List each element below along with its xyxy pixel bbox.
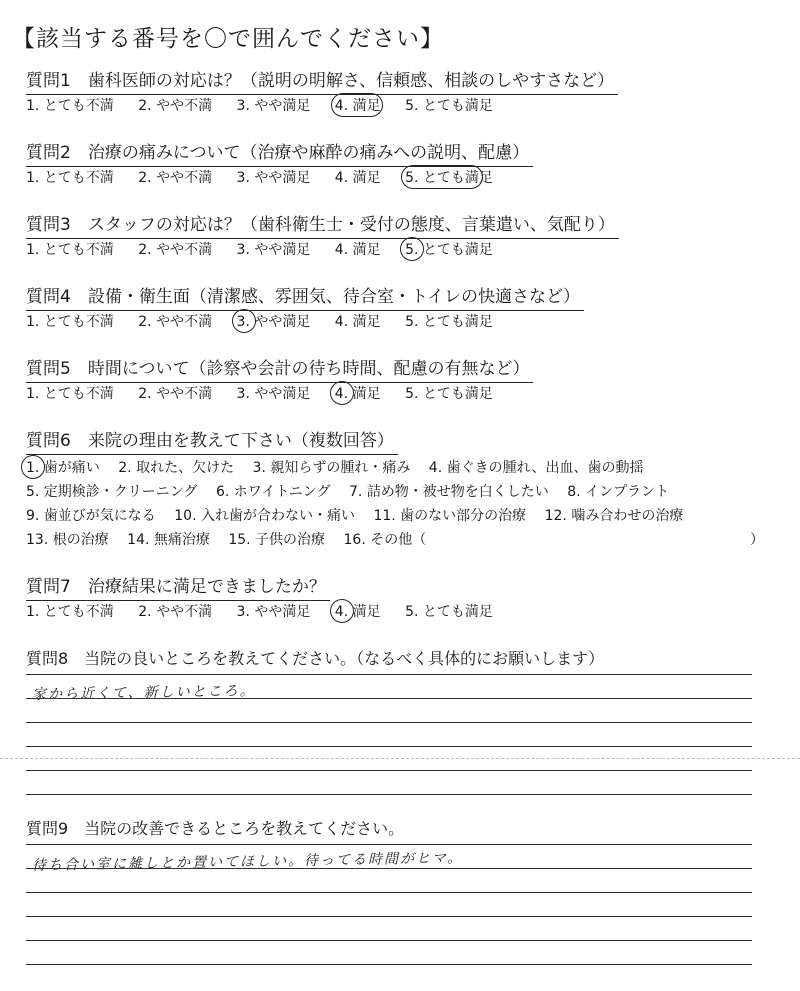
q4-option-1[interactable]: 1. とても不満	[26, 314, 114, 330]
question-4-title	[26, 286, 584, 308]
answer-line	[26, 892, 752, 893]
q8-handwritten-answer[interactable]: 家から近くて、新しいところ。	[31, 683, 256, 703]
q7-option-4-selected[interactable]: 4. 満足	[334, 604, 381, 620]
q6-option-9[interactable]: 9. 歯並びが気になる	[26, 508, 156, 524]
question-7-title	[26, 576, 330, 598]
question-4	[26, 286, 786, 332]
q6-row-3	[26, 506, 697, 526]
question-5-title	[26, 358, 533, 380]
question-2-options	[26, 168, 786, 188]
q1-option-1[interactable]: 1. とても不満	[26, 98, 114, 114]
underline	[26, 382, 533, 383]
question-2-title	[26, 142, 533, 164]
q4-option-3-selected[interactable]: 3. やや満足	[236, 314, 311, 330]
question-6	[26, 430, 786, 452]
q6-option-14[interactable]: 14. 無痛治療	[127, 532, 210, 548]
q2-option-2[interactable]: 2. やや不満	[138, 170, 213, 186]
question-8-title: 質問8 当院の良いところを教えてください。（なるべく具体的にお願いします）	[26, 649, 605, 668]
question-3	[26, 214, 786, 260]
answer-line	[26, 940, 752, 941]
question-6-title-text: 質問6 来院の理由を教えて下さい（複数回答）	[26, 431, 394, 451]
q6-row-1	[26, 458, 657, 478]
question-4-title-text: 質問4 設備・衛生面（清潔感、雰囲気、待合室・トイレの快適さなど）	[26, 287, 580, 307]
answer-line	[26, 844, 752, 845]
question-5	[26, 358, 786, 404]
question-7	[26, 576, 786, 622]
question-5-options	[26, 384, 786, 404]
q3-option-3[interactable]: 3. やや満足	[236, 242, 311, 258]
q4-option-5[interactable]: 5. とても満足	[405, 314, 493, 330]
answer-line	[26, 722, 752, 723]
q6-option-13[interactable]: 13. 根の治療	[26, 532, 109, 548]
question-9	[26, 818, 786, 840]
question-9-title: 質問9 当院の改善できるところを教えてください。	[26, 819, 405, 838]
q7-option-2[interactable]: 2. やや不満	[138, 604, 213, 620]
q6-option-1-selected[interactable]: 1. 歯が痛い	[26, 460, 100, 476]
q2-option-5-selected[interactable]: 5. とても満足	[405, 170, 493, 186]
q2-option-1[interactable]: 1. とても不満	[26, 170, 114, 186]
q1-option-2[interactable]: 2. やや不満	[138, 98, 213, 114]
answer-line	[26, 674, 752, 675]
question-3-options	[26, 240, 786, 260]
underline	[26, 310, 584, 311]
fold-line	[0, 758, 800, 759]
question-1-title	[26, 70, 618, 92]
answer-line	[26, 770, 752, 771]
q6-option-10[interactable]: 10. 入れ歯が合わない・痛い	[174, 508, 355, 524]
q1-option-3[interactable]: 3. やや満足	[236, 98, 311, 114]
q6-row-2	[26, 482, 683, 502]
q1-option-4-selected[interactable]: 4. 満足	[334, 98, 381, 114]
question-7-title-text: 質問7 治療結果に満足できましたか？	[26, 577, 326, 597]
q6-option-15[interactable]: 15. 子供の治療	[228, 532, 326, 548]
question-1-title-text: 質問1 歯科医師の対応は？（説明の明解さ、信頼感、相談のしやすさなど）	[26, 71, 615, 91]
answer-line	[26, 868, 752, 869]
q5-option-4-selected[interactable]: 4. 満足	[334, 386, 381, 402]
question-7-options	[26, 602, 786, 622]
q6-option-3[interactable]: 3. 親知らずの腫れ・痛み	[252, 460, 411, 476]
q5-option-5[interactable]: 5. とても満足	[405, 386, 493, 402]
question-3-title-text: 質問3 スタッフの対応は？（歯科衛生士・受付の態度、言葉遣い、気配り）	[26, 215, 615, 235]
question-6-title	[26, 430, 398, 452]
question-5-title-text: 質問5 時間について（診察や会計の待ち時間、配慮の有無など）	[26, 359, 530, 379]
q5-option-2[interactable]: 2. やや不満	[138, 386, 213, 402]
answer-line	[26, 698, 752, 699]
underline	[26, 238, 619, 239]
q7-option-5[interactable]: 5. とても満足	[405, 604, 493, 620]
q9-handwritten-answer[interactable]: 待ち合い室に雑しとか置いてほしい。待ってる時間がヒマ。	[31, 850, 464, 874]
q2-option-3[interactable]: 3. やや満足	[236, 170, 311, 186]
answer-line	[26, 746, 752, 747]
q6-option-6[interactable]: 6. ホワイトニング	[215, 484, 331, 500]
q4-option-2[interactable]: 2. やや不満	[138, 314, 213, 330]
q4-option-4[interactable]: 4. 満足	[334, 314, 381, 330]
q3-option-2[interactable]: 2. やや不満	[138, 242, 213, 258]
q3-option-4[interactable]: 4. 満足	[334, 242, 381, 258]
q6-option-16[interactable]: 16. その他（	[343, 532, 427, 548]
q5-option-3[interactable]: 3. やや満足	[236, 386, 311, 402]
q2-option-4[interactable]: 4. 満足	[334, 170, 381, 186]
question-3-title	[26, 214, 619, 236]
question-1-options	[26, 96, 786, 116]
q1-option-5[interactable]: 5. とても満足	[405, 98, 493, 114]
underline	[26, 600, 330, 601]
question-2	[26, 142, 786, 188]
instruction-heading: 【該当する番号を〇で囲んでください】	[12, 26, 444, 52]
answer-line	[26, 964, 752, 965]
underline	[26, 94, 618, 95]
answer-line	[26, 794, 752, 795]
q6-option-12[interactable]: 12. 噛み合わせの治療	[544, 508, 684, 524]
q7-option-1[interactable]: 1. とても不満	[26, 604, 114, 620]
answer-line	[26, 916, 752, 917]
q3-option-5-selected[interactable]: 5. とても満足	[405, 242, 493, 258]
q6-option-5[interactable]: 5. 定期検診・クリーニング	[26, 484, 198, 500]
question-2-title-text: 質問2 治療の痛みについて（治療や麻酔の痛みへの説明、配慮）	[26, 143, 530, 163]
q6-other-close-paren: ）	[750, 532, 764, 548]
question-1	[26, 70, 786, 116]
underline	[26, 454, 398, 455]
question-8	[26, 648, 786, 670]
q6-option-7[interactable]: 7. 詰め物・被せ物を白くしたい	[349, 484, 549, 500]
q6-option-8[interactable]: 8. インプラント	[567, 484, 670, 500]
q6-option-4[interactable]: 4. 歯ぐきの腫れ、出血、歯の動揺	[428, 460, 644, 476]
q7-option-3[interactable]: 3. やや満足	[236, 604, 311, 620]
q3-option-1[interactable]: 1. とても不満	[26, 242, 114, 258]
q6-option-2[interactable]: 2. 取れた、欠けた	[118, 460, 235, 476]
q6-option-11[interactable]: 11. 歯のない部分の治療	[373, 508, 527, 524]
question-4-options	[26, 312, 786, 332]
q6-row-4	[26, 530, 786, 550]
q5-option-1[interactable]: 1. とても不満	[26, 386, 114, 402]
